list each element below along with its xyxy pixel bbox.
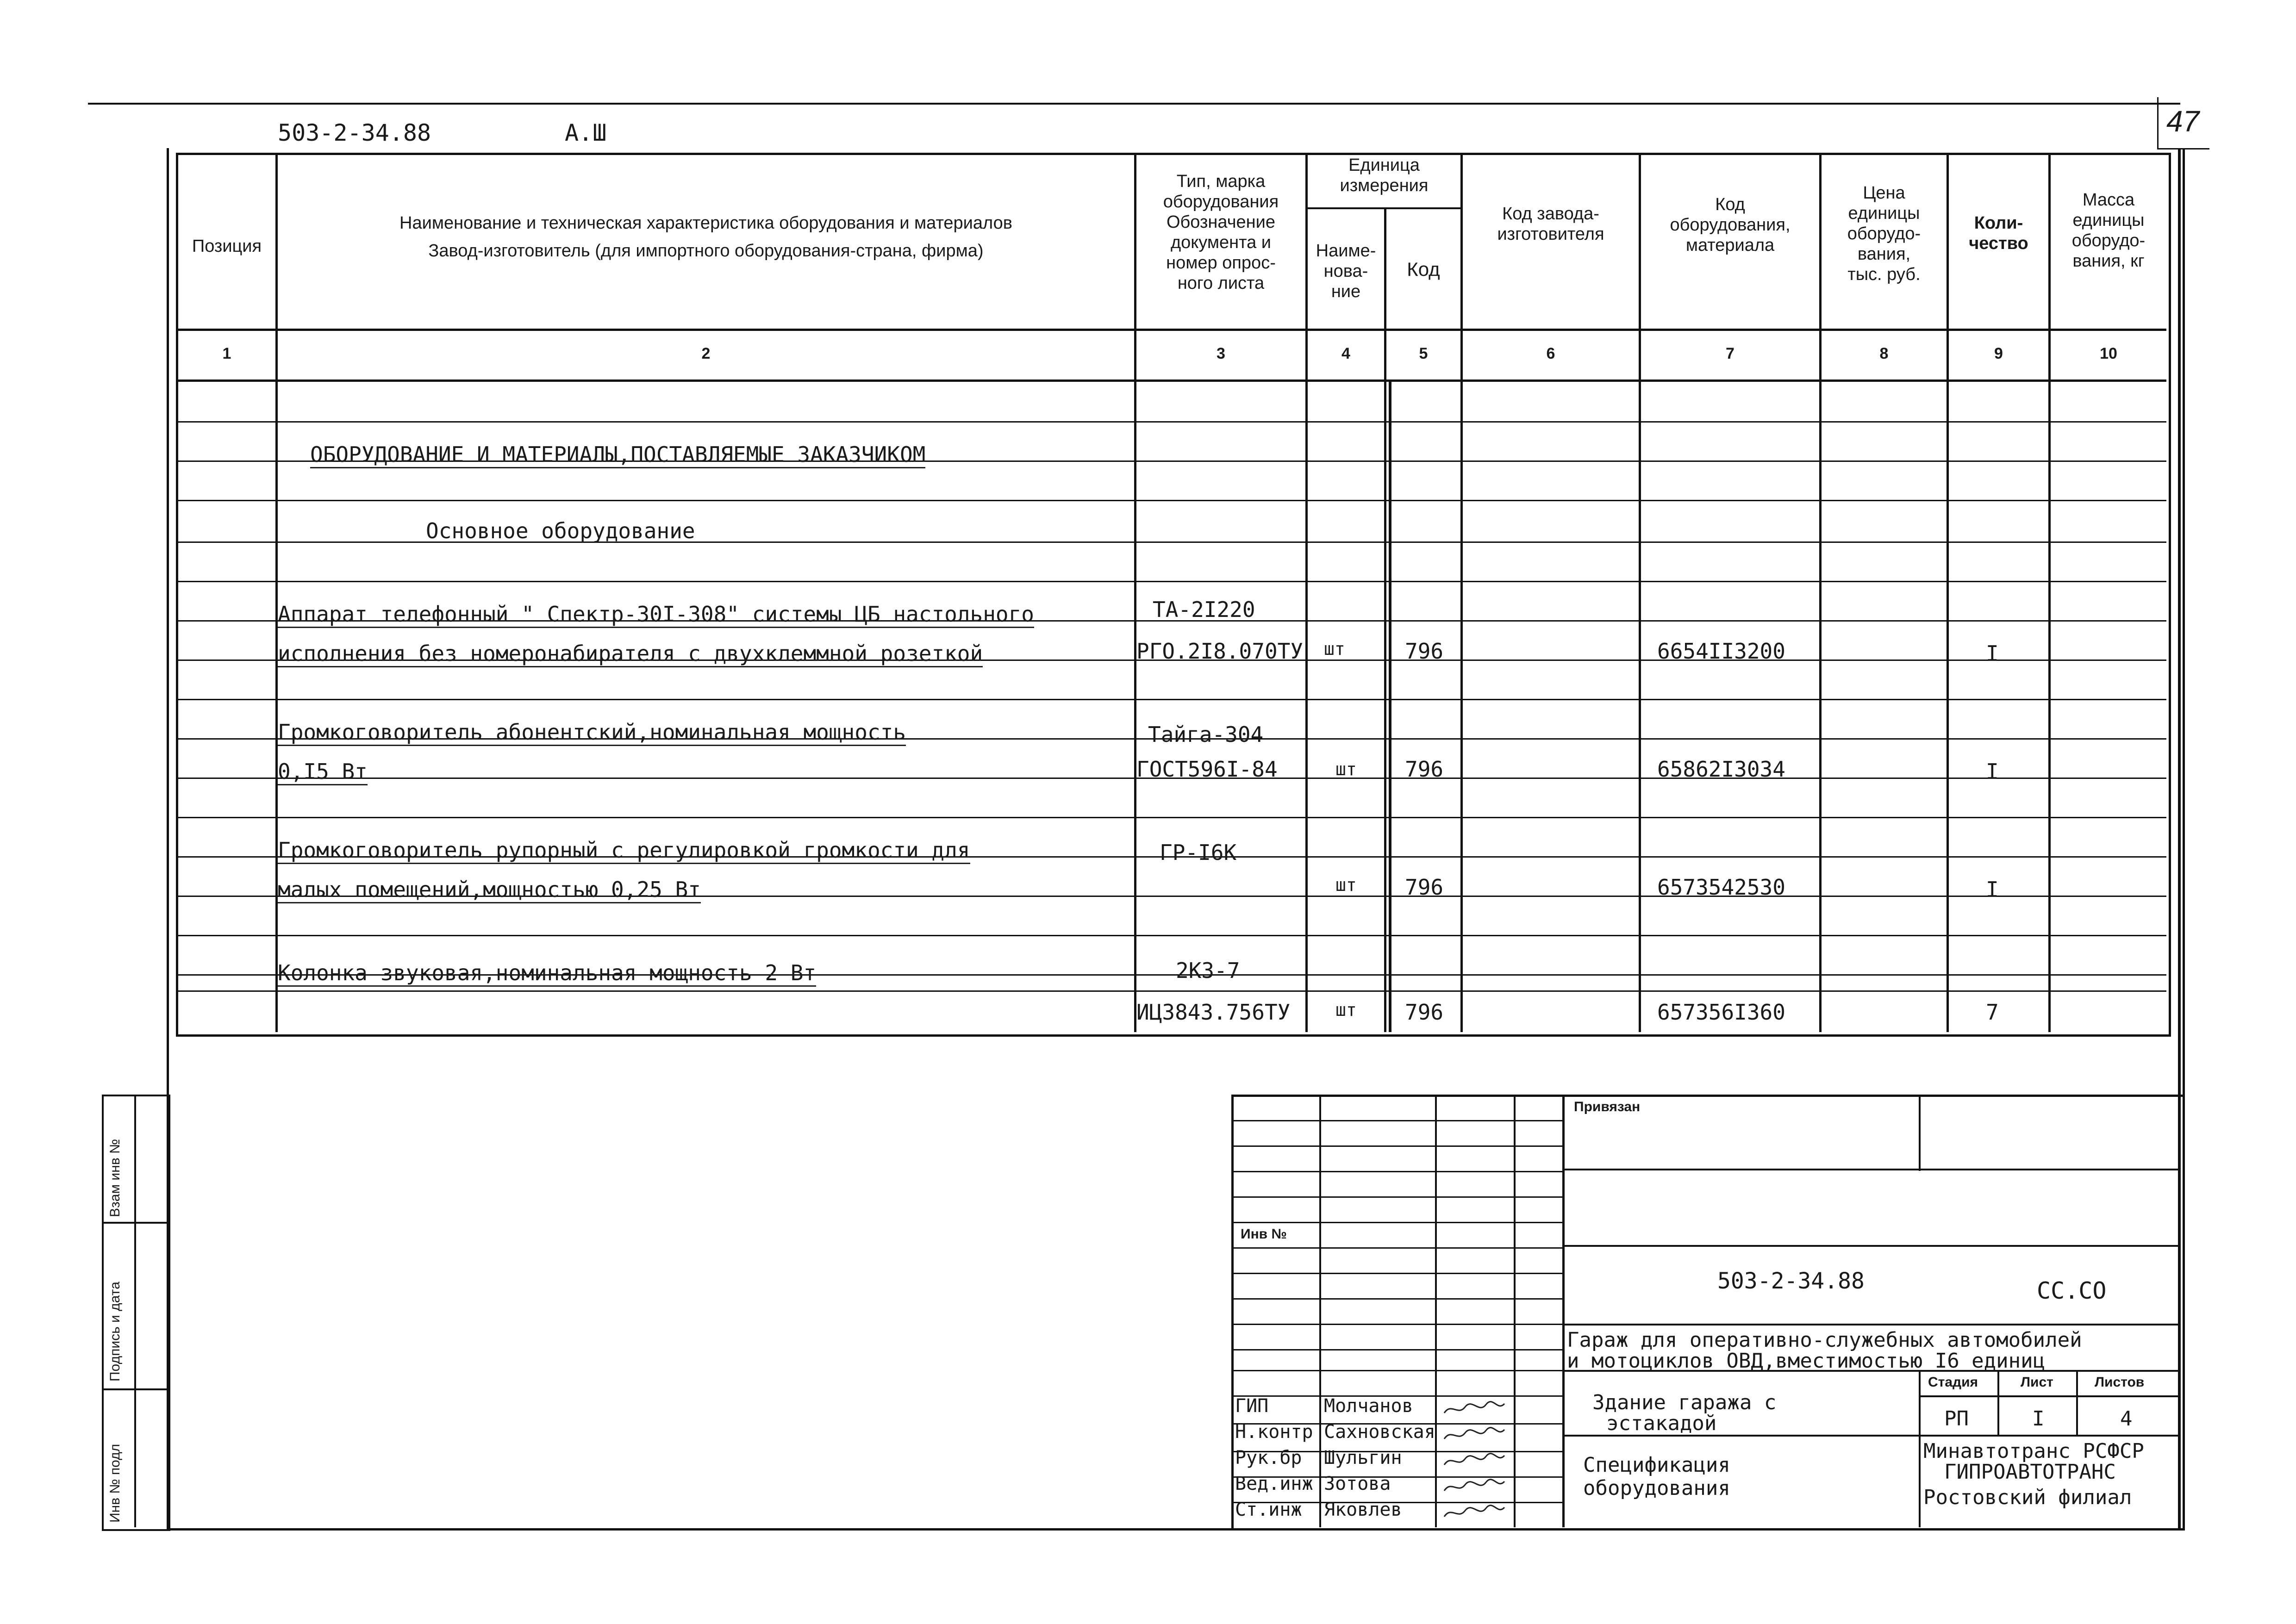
handwritten-signature bbox=[1442, 1504, 1507, 1520]
signature-name: Молчанов bbox=[1324, 1395, 1413, 1417]
item-2-unit: шт bbox=[1335, 759, 1357, 779]
col1-header: Позиция bbox=[192, 236, 262, 256]
col6-header bbox=[1463, 204, 1639, 244]
signature-name: Шульгин bbox=[1324, 1447, 1402, 1468]
unit-group-l1: Единица bbox=[1348, 156, 1420, 175]
title-block-grid-line bbox=[1231, 1145, 1562, 1147]
col4-header-l2: нова- bbox=[1323, 261, 1368, 281]
col3-header-l3: Обозначение bbox=[1166, 212, 1275, 232]
col3-header-l4: документа и bbox=[1170, 233, 1272, 252]
tb-building-line2: эстакадой bbox=[1606, 1412, 1717, 1435]
handwritten-signature bbox=[1442, 1400, 1507, 1417]
item-3-unit: шт bbox=[1335, 875, 1357, 895]
title-block-grid-line bbox=[1231, 1247, 1562, 1249]
item-3-material-code: 6573542530 bbox=[1657, 875, 1785, 900]
title-block-grid-line bbox=[1231, 1324, 1562, 1325]
handwritten-signature bbox=[1442, 1478, 1507, 1494]
item-1-type: ТА-2I220 bbox=[1153, 597, 1255, 622]
col3-header bbox=[1136, 171, 1305, 293]
colnum-5: 5 bbox=[1419, 345, 1428, 362]
col9-header-l2: чество bbox=[1969, 234, 2028, 253]
tb-inv-no: Инв № bbox=[1241, 1226, 1287, 1242]
tb-vline-main bbox=[1562, 1095, 1565, 1527]
tb-vline-b bbox=[1435, 1095, 1437, 1527]
subsection-title: Основное оборудование bbox=[426, 518, 695, 543]
item-1-unit-code: 796 bbox=[1405, 639, 1444, 664]
col7-header-l2: оборудования, bbox=[1670, 215, 1791, 235]
col8-header bbox=[1822, 183, 1947, 285]
col4-header-l1: Наиме- bbox=[1316, 241, 1376, 261]
col5-header: Код bbox=[1407, 258, 1440, 280]
tb-project-line1: Гараж для оперативно-служебных автомобилей bbox=[1567, 1328, 2082, 1352]
col3-header-l6: ного листа bbox=[1177, 274, 1265, 293]
item-2-name-line1: Громкоговоритель абонентский,номинальная мощность bbox=[278, 720, 906, 746]
table-row-line bbox=[176, 421, 2166, 423]
table-row-line bbox=[176, 581, 2166, 582]
unit-group-header bbox=[1308, 155, 1460, 196]
item-3-unit-code: 796 bbox=[1405, 875, 1444, 900]
tb-vline-stage bbox=[1919, 1370, 1921, 1527]
col6-header-l1: Код завода- bbox=[1502, 204, 1599, 224]
table-row-line bbox=[176, 990, 2166, 992]
colnum-10: 10 bbox=[2100, 345, 2117, 362]
unit-group-separator bbox=[1305, 207, 1463, 209]
side-stamp-vline bbox=[134, 1095, 136, 1527]
item-2-name-line2: 0,I5 Вт bbox=[278, 759, 368, 785]
colnum-2: 2 bbox=[701, 345, 711, 362]
tb-privyazan: Привязан bbox=[1574, 1099, 1641, 1114]
item-1-material-code: 6654II3200 bbox=[1657, 639, 1785, 664]
col3-header-l2: оборудования bbox=[1163, 192, 1279, 212]
table-row-line bbox=[176, 935, 2166, 936]
item-3-quantity: I bbox=[1986, 877, 1999, 902]
item-3-name-line1: Громкоговоритель рупорный с регулировкой громкости для bbox=[278, 838, 970, 864]
title-block-grid-line bbox=[1231, 1196, 1562, 1198]
col10-header bbox=[2051, 190, 2166, 271]
item-4-document: ИЦ3843.756ТУ bbox=[1136, 1000, 1291, 1025]
col10-header-l2: единицы bbox=[2072, 211, 2145, 230]
tb-sheet: I bbox=[2032, 1407, 2045, 1431]
item-2-unit-code: 796 bbox=[1405, 757, 1444, 782]
page-number: 47 bbox=[2166, 105, 2200, 138]
header-bottom bbox=[176, 329, 2166, 331]
col8-header-l1: Цена bbox=[1863, 183, 1905, 203]
col8-header-l3: оборудо- bbox=[1847, 224, 1921, 243]
col7-header-l3: материала bbox=[1685, 236, 1775, 255]
col6-header-l2: изготовителя bbox=[1497, 224, 1604, 244]
handwritten-signature bbox=[1442, 1426, 1507, 1443]
item-2-document: ГОСТ596I-84 bbox=[1136, 757, 1278, 782]
item-1-quantity: I bbox=[1986, 641, 1999, 666]
col8-header-l4: вания, bbox=[1857, 244, 1911, 264]
col2-header-line2: Завод-изготовитель (для импортного оборудования-страна, фирма) bbox=[428, 241, 984, 261]
item-4-name-line1: Колонка звуковая,номинальная мощность 2 Вт bbox=[278, 960, 816, 987]
colnum-3: 3 bbox=[1217, 345, 1225, 362]
vline-col7 bbox=[1819, 153, 1822, 1032]
title-block-grid-line bbox=[1231, 1349, 1562, 1350]
item-4-unit-code: 796 bbox=[1405, 1000, 1444, 1025]
tb-doc-title-line2: оборудования bbox=[1583, 1476, 1730, 1500]
signature-name: Зотова bbox=[1324, 1473, 1391, 1494]
col9-header-l1: Коли- bbox=[1974, 213, 2023, 233]
title-block-grid-line bbox=[1231, 1298, 1562, 1300]
signature-role: Ст.инж bbox=[1235, 1499, 1302, 1520]
vline-col8 bbox=[1947, 153, 1949, 1032]
handwritten-signature bbox=[1442, 1452, 1507, 1468]
col3-header-l5: номер опрос- bbox=[1166, 253, 1276, 273]
item-4-unit: шт bbox=[1335, 1000, 1357, 1020]
col3-header-l1: Тип, марка bbox=[1176, 172, 1266, 191]
tb-hline-stage-labels bbox=[1919, 1395, 2180, 1397]
item-1-document: РГО.2I8.070ТУ bbox=[1136, 639, 1304, 664]
table-row-line bbox=[176, 500, 2166, 501]
col10-header-l3: оборудо- bbox=[2071, 231, 2146, 250]
tb-vline-sheets bbox=[2076, 1370, 2078, 1435]
title-block-grid-line bbox=[1231, 1171, 1562, 1172]
item-4-type: 2КЗ-7 bbox=[1176, 958, 1240, 983]
tb-org-line1: Минавтотранс РСФСР bbox=[1923, 1439, 2144, 1463]
item-1-name-line1: Аппарат телефонный " Спектр-30I-308" системы ЦБ настольного bbox=[278, 602, 1034, 628]
tb-sheets-label: Листов bbox=[2095, 1375, 2145, 1390]
tb-hline-privyazan bbox=[1562, 1169, 2180, 1170]
item-4-quantity: 7 bbox=[1986, 1000, 1999, 1025]
tb-hline-code bbox=[1562, 1245, 2180, 1247]
col7-header-l1: Код bbox=[1715, 195, 1745, 214]
tb-building-line1: Здание гаража с bbox=[1592, 1391, 1777, 1414]
colnum-bottom bbox=[176, 380, 2166, 382]
title-block-grid-line bbox=[1231, 1222, 1562, 1223]
side-stamp-signature-date: Подпись и дата bbox=[107, 1282, 123, 1381]
signature-name: Сахновская bbox=[1324, 1421, 1435, 1443]
signature-role: Вед.инж bbox=[1235, 1473, 1313, 1494]
title-block-grid-line bbox=[1231, 1370, 1562, 1371]
colnum-8: 8 bbox=[1879, 345, 1889, 362]
sheet-format: А.Ш bbox=[565, 119, 607, 146]
table-row-line bbox=[176, 699, 2166, 700]
col10-header-l4: вания, кг bbox=[2072, 251, 2145, 271]
tb-doc-title-line1: Спецификация bbox=[1583, 1453, 1730, 1477]
tb-doc-code: 503-2-34.88 bbox=[1717, 1268, 1865, 1294]
col4-header-l3: ние bbox=[1331, 282, 1361, 301]
side-stamp-hline1 bbox=[102, 1222, 167, 1224]
item-2-type: Тайга-304 bbox=[1148, 722, 1264, 747]
tb-vline-privyazan bbox=[1919, 1095, 1921, 1171]
item-1-name-line2: исполнения без номеронабирателя с двухклеммной розеткой bbox=[278, 641, 983, 667]
unit-group-l2: измерения bbox=[1340, 176, 1429, 195]
col8-header-l5: тыс. руб. bbox=[1847, 265, 1921, 284]
tb-org-line2: ГИПРОАВТОТРАНС bbox=[1944, 1460, 2116, 1484]
signature-role: Рук.бр bbox=[1235, 1447, 1302, 1468]
unit-code-bold-border bbox=[1389, 380, 1391, 1032]
col2-header-line1: Наименование и техническая характеристика оборудования и материалов bbox=[399, 213, 1012, 233]
tb-vline-sheet bbox=[1997, 1370, 1999, 1435]
tb-vline-c bbox=[1514, 1095, 1516, 1527]
top-rule bbox=[88, 103, 2180, 105]
col7-header bbox=[1641, 194, 1819, 255]
tb-stage-label: Стадия bbox=[1928, 1375, 1978, 1390]
item-3-type: ГР-I6К bbox=[1160, 840, 1237, 865]
signature-role: Н.контр bbox=[1235, 1421, 1313, 1443]
col4-header bbox=[1308, 241, 1384, 302]
side-stamp-inv-podl: Инв № подл bbox=[107, 1444, 123, 1523]
item-2-material-code: 65862I3034 bbox=[1657, 757, 1785, 782]
section-title: ОБОРУДОВАНИЕ И МАТЕРИАЛЫ,ПОСТАВЛЯЕМЫЕ ЗАКАЗЧИКОМ bbox=[310, 442, 925, 468]
tb-project-line2: и мотоциклов ОВД,вместимостью I6 единиц bbox=[1567, 1349, 2046, 1373]
colnum-1: 1 bbox=[222, 345, 231, 362]
vline-col3 bbox=[1305, 204, 1308, 1032]
side-stamp-inv-zam: Взам инв № bbox=[107, 1139, 123, 1217]
colnum-9: 9 bbox=[1994, 345, 2003, 362]
side-stamp-hline2 bbox=[102, 1388, 167, 1390]
signature-role: ГИП bbox=[1235, 1395, 1269, 1417]
col10-header-l1: Масса bbox=[2082, 190, 2135, 210]
col8-header-l2: единицы bbox=[1848, 204, 1920, 223]
item-2-quantity: I bbox=[1986, 759, 1999, 784]
colnum-4: 4 bbox=[1341, 345, 1350, 362]
title-block-grid-line bbox=[1231, 1120, 1562, 1121]
doc-code-top: 503-2-34.88 bbox=[278, 119, 431, 146]
colnum-6: 6 bbox=[1546, 345, 1555, 362]
colnum-7: 7 bbox=[1726, 345, 1734, 362]
tb-sheet-code: СС.СО bbox=[2037, 1277, 2107, 1304]
tb-hline-project bbox=[1562, 1324, 2180, 1325]
tb-sheets: 4 bbox=[2120, 1407, 2133, 1431]
table-row-line bbox=[176, 817, 2166, 818]
vline-col5 bbox=[1460, 153, 1463, 1032]
item-3-name-line2: малых помещений,мощностью 0,25 Вт bbox=[278, 877, 701, 903]
tb-org-line3: Ростовский филиал bbox=[1923, 1486, 2132, 1509]
tb-stage: РП bbox=[1944, 1407, 1969, 1431]
item-1-unit: шт bbox=[1324, 639, 1345, 659]
title-block-grid-line bbox=[1231, 1273, 1562, 1274]
col9-header bbox=[1949, 213, 2048, 254]
tb-vline-a bbox=[1319, 1095, 1321, 1527]
tb-sheet-label: Лист bbox=[2021, 1375, 2053, 1390]
vline-col9 bbox=[2048, 153, 2051, 1032]
item-4-material-code: 657356I360 bbox=[1657, 1000, 1785, 1025]
signature-name: Яковлев bbox=[1324, 1499, 1402, 1520]
vline-col6 bbox=[1639, 153, 1641, 1032]
